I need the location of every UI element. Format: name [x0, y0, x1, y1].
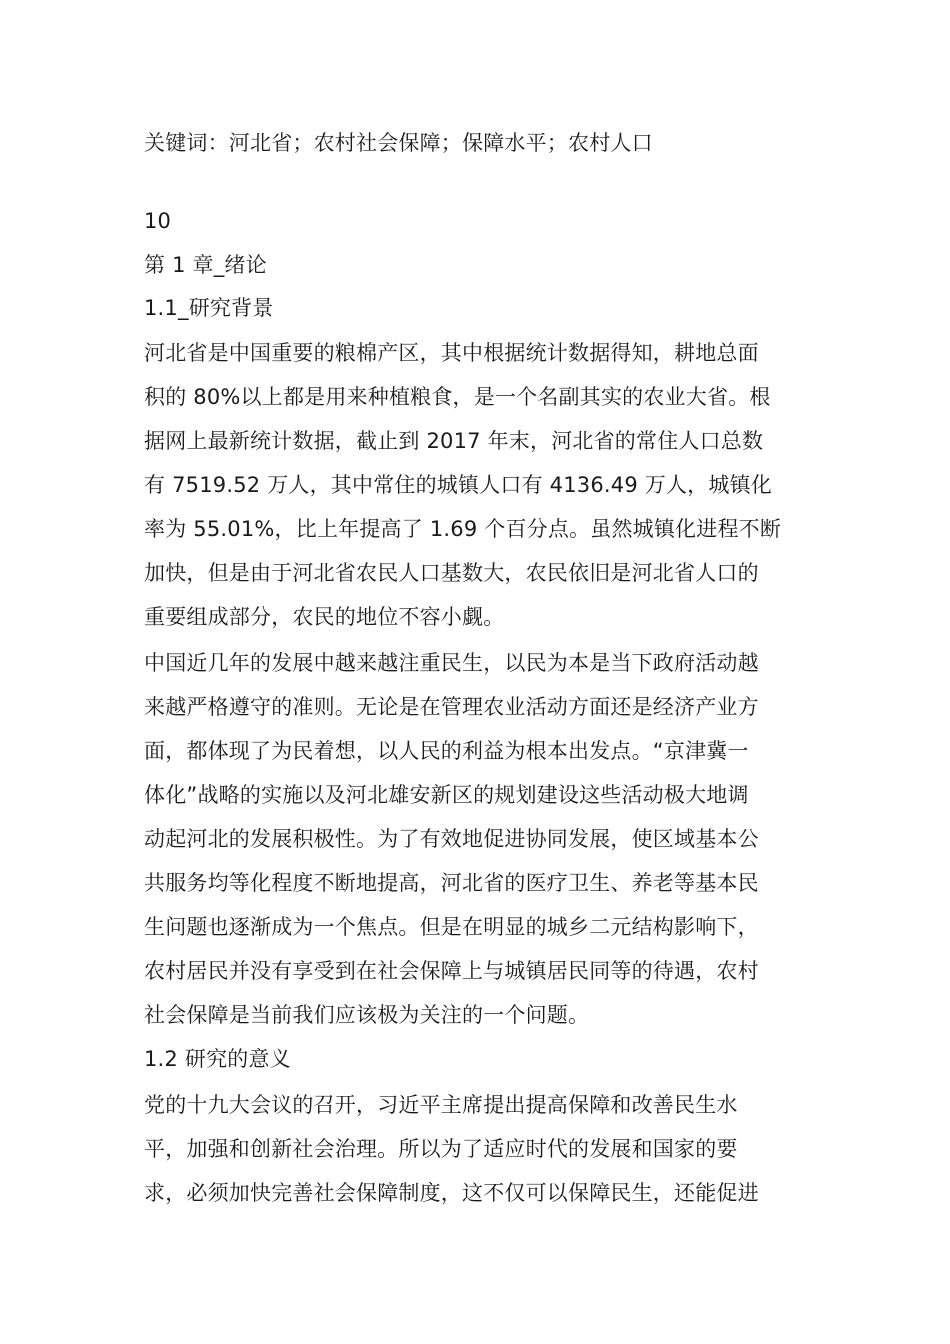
paragraph-line: 中国近几年的发展中越来越注重民生，以民为本是当下政府活动越	[144, 651, 759, 675]
paragraph-line: 体化”战略的实施以及河北雄安新区的规划建设这些活动极大地调	[144, 783, 749, 807]
section-heading-significance: 1.2 研究的意义	[144, 1047, 291, 1071]
paragraph-line: 有 7519.52 万人，其中常住的城镇人口有 4136.49 万人，城镇化	[144, 473, 772, 497]
paragraph-line: 积的 80%以上都是用来种植粮食，是一个名副其实的农业大省。根	[144, 385, 771, 409]
paragraph-line: 生问题也逐渐成为一个焦点。但是在明显的城乡二元结构影响下，	[144, 915, 759, 939]
paragraph-line: 河北省是中国重要的粮棉产区，其中根据统计数据得知，耕地总面	[144, 341, 759, 365]
chapter-heading: 第 1 章_绪论	[144, 253, 267, 277]
paragraph-line: 社会保障是当前我们应该极为关注的一个问题。	[144, 1003, 590, 1027]
paragraph-line: 动起河北的发展积极性。为了有效地促进协同发展，使区域基本公	[144, 827, 759, 851]
section-heading-background: 1.1_研究背景	[144, 296, 274, 320]
paragraph-line: 率为 55.01%，比上年提高了 1.69 个百分点。虽然城镇化进程不断	[144, 517, 782, 541]
paragraph-line: 据网上最新统计数据，截止到 2017 年末，河北省的常住人口总数	[144, 429, 764, 453]
paragraph-line: 农村居民并没有享受到在社会保障上与城镇居民同等的待遇，农村	[144, 959, 759, 983]
page-number: 10	[144, 209, 172, 233]
paragraph-line: 面，都体现了为民着想，以人民的利益为根本出发点。“京津冀一	[144, 739, 749, 763]
paragraph-line: 求，必须加快完善社会保障制度，这不仅可以保障民生，还能促进	[144, 1181, 759, 1205]
paragraph-line: 加快，但是由于河北省农民人口基数大，农民依旧是河北省人口的	[144, 561, 759, 585]
paragraph-line: 重要组成部分，农民的地位不容小觑。	[144, 605, 505, 629]
paragraph-line: 平，加强和创新社会治理。所以为了适应时代的发展和国家的要	[144, 1137, 738, 1161]
paragraph-line: 党的十九大会议的召开，习近平主席提出提高保障和改善民生水	[144, 1093, 738, 1117]
paragraph-line: 共服务均等化程度不断地提高，河北省的医疗卫生、养老等基本民	[144, 871, 759, 895]
paragraph-line: 来越严格遵守的准则。无论是在管理农业活动方面还是经济产业方	[144, 695, 759, 719]
keywords-line: 关键词：河北省；农村社会保障；保障水平；农村人口	[144, 131, 653, 155]
